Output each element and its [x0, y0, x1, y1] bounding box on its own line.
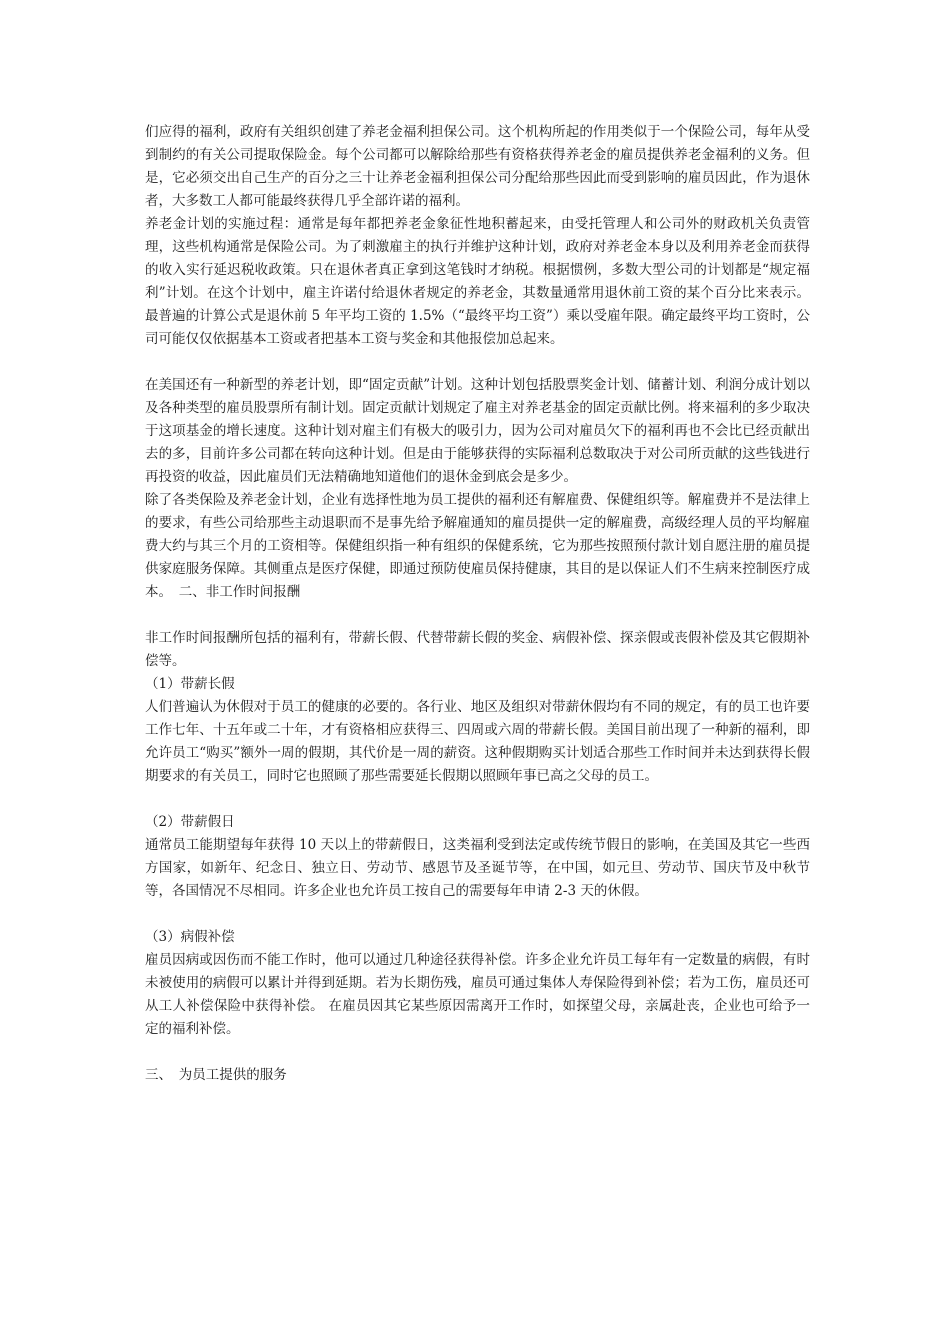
subheading-paid-holidays: （2）带薪假日	[145, 814, 235, 830]
paragraph-spacer	[145, 351, 810, 374]
paragraph-pension-guarantee: 们应得的福利，政府有关组织创建了养老金福利担保公司。这个机构所起的作用类似于一个保险公司，每年从受到制约的有关公司提取保险金。每个公司都可以解除给那些有资格获得养老金的雇员提供养老金福利的义务。但是，它必须交出自己生产的百分之三十让养老金福利担保公司分配给那些因此而受到影响的雇员因此，作为退休者，大多数工人都可能最终获得几乎全部许诺的福利。	[145, 124, 810, 209]
paragraph-paid-holidays: 通常员工能期望每年获得 10 天以上的带薪假日，这类福利受到法定或传统节假日的影响，在美国及其它一些西方国家，如新年、纪念日、独立日、劳动节、感恩节及圣诞节等，在中国，如元旦、劳动节、国庆节及中秋节等，各国情况不尽相同。许多企业也允许员工按自己的需要每年申请 2-3 天的休假。	[145, 837, 810, 899]
paragraph-nonwork-pay: 非工作时间报酬所包括的福利有，带薪长假、代替带薪长假的奖金、病假补偿、探亲假或丧假补偿及其它假期补偿等。	[145, 630, 810, 669]
paragraph-fixed-contribution: 在美国还有一种新型的养老计划，即“固定贡献”计划。这种计划包括股票奖金计划、储蓄计划、利润分成计划以及各种类型的雇员股票所有制计划。固定贡献计划规定了雇主对养老基金的固定贡献比例。将来福利的多少取决于这项基金的增长速度。这种计划对雇主们有极大的吸引力，因为公司对雇员欠下的福利再也不会比已经贡献出去的多，目前许多公司都在转向这种计划。但是由于能够获得的实际福利总数取决于对公司所贡献的这些钱进行再投资的收益，因此雇员们无法精确地知道他们的退休金到底会是多少。	[145, 377, 810, 485]
paragraph-spacer	[145, 1041, 810, 1064]
section-heading-employee-services: 三、 为员工提供的服务	[145, 1067, 287, 1083]
document-body	[145, 121, 810, 1087]
paragraph-pension-process: 养老金计划的实施过程：通常是每年都把养老金象征性地积蓄起来，由受托管理人和公司外的财政机关负责管理，这些机构通常是保险公司。为了刺激雇主的执行并维护这种计划，政府对养老金本身以及利用养老金而获得的收入实行延迟税收政策。只在退休者真正拿到这笔钱时才纳税。根据惯例，多数大型公司的计划都是“规定福利”计划。在这个计划中，雇主许诺付给退休者规定的养老金，其数量通常用退休前工资的某个百分比来表示。最普遍的计算公式是退休前 5 年平均工资的 1.5%（“最终平均工资”）乘以受雇年限。确定最终平均工资时，公司可能仅仅依据基本工资或者把基本工资与奖金和其他报偿加总起来。	[145, 216, 810, 347]
paragraph-spacer	[145, 903, 810, 926]
paragraph-spacer	[145, 604, 810, 627]
paragraph-paid-leave: 人们普遍认为休假对于员工的健康的必要的。各行业、地区及组织对带薪休假均有不同的规定，有的员工也许要工作七年、十五年或二十年，才有资格相应获得三、四周或六周的带薪长假。美国目前出现了一种新的福利，即允许员工“购买”额外一周的假期，其代价是一周的薪资。这种假期购买计划适合那些工作时间并未达到获得长假期要求的有关员工，同时它也照顾了那些需要延长假期以照顾年事已高之父母的员工。	[145, 699, 810, 784]
paragraph-sick-leave: 雇员因病或因伤而不能工作时，他可以通过几种途径获得补偿。许多企业允许员工每年有一定数量的病假，有时未被使用的病假可以累计并得到延期。若为长期伤残，雇员可通过集体人寿保险得到补偿；若为工伤，雇员还可从工人补偿保险中获得补偿。 在雇员因其它某些原因需离开工作时，如探望父母，亲属赴丧，企业也可给予一定的福利补偿。	[145, 952, 810, 1037]
subheading-sick-leave: （3）病假补偿	[145, 929, 235, 945]
paragraph-severance-health: 除了各类保险及养老金计划，企业有选择性地为员工提供的福利还有解雇费、保健组织等。解雇费并不是法律上的要求，有些公司给那些主动退职而不是事先给予解雇通知的雇员提供一定的解雇费，高级经理人员的平均解雇费大约与其三个月的工资相等。保健组织指一种有组织的保健系统，它为那些按照预付款计划自愿注册的雇员提供家庭服务保障。其侧重点是医疗保健，即通过预防使雇员保持健康，其目的是以保证人们不生病来控制医疗成本。 二、非工作时间报酬	[145, 492, 810, 600]
paragraph-spacer	[145, 788, 810, 811]
subheading-paid-leave: （1）带薪长假	[145, 676, 235, 692]
